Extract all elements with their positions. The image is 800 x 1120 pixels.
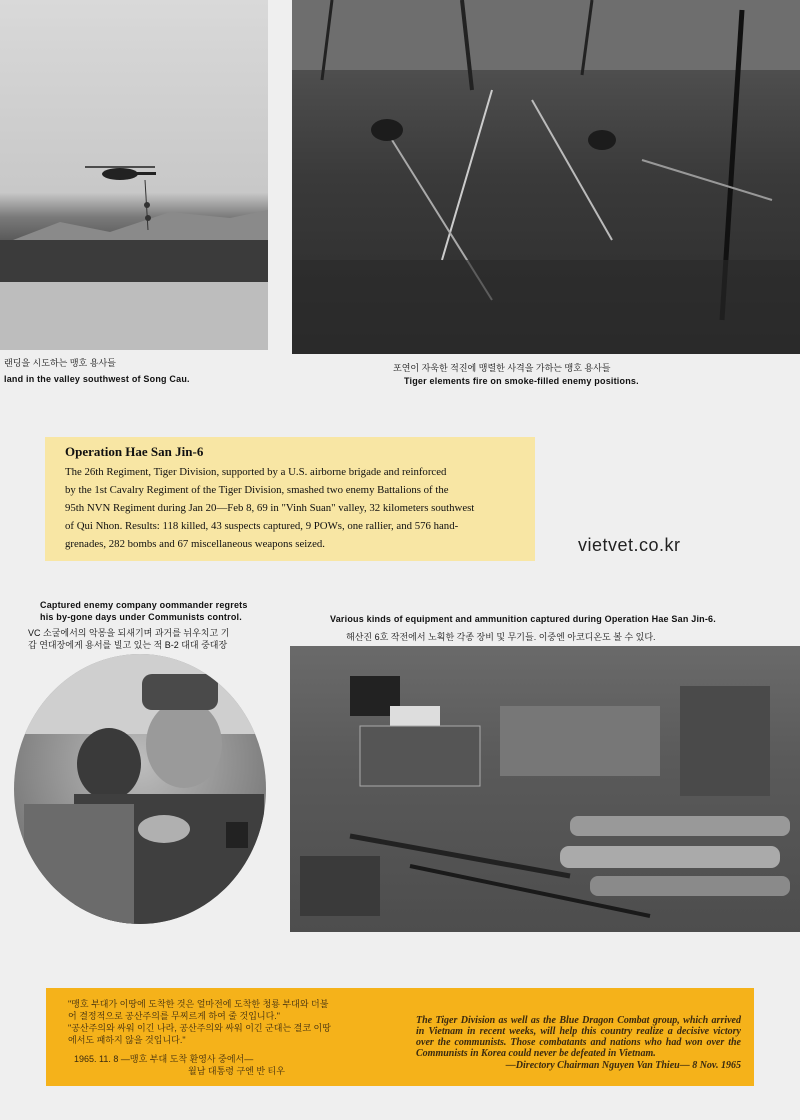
quote-korean bbox=[68, 998, 398, 1077]
caption-ko-firing: 포연이 자욱한 적진에 맹렬한 사격을 가하는 맹호 용사들 bbox=[393, 363, 611, 373]
photo-captured-commander bbox=[14, 654, 266, 924]
equipment-scene-illustration bbox=[290, 646, 800, 932]
caption-en-commander-2: his by-gone days under Communists control. bbox=[40, 612, 242, 622]
photo-captured-equipment bbox=[290, 646, 800, 932]
operation-line: grenades, 282 bombs and 67 miscellaneous weapons seized. bbox=[65, 538, 325, 550]
caption-en-equipment: Various kinds of equipment and ammunition captured during Operation Hae San Jin-6. bbox=[330, 614, 716, 624]
quote-ko-line: "공산주의와 싸워 이긴 나라, 공산주의와 싸워 이긴 군대는 결코 이땅 bbox=[68, 1023, 331, 1033]
caption-ko-equipment: 해산진 6호 작전에서 노획한 각종 장비 및 무기들. 이중엔 아코디온도 볼 수 있다. bbox=[346, 632, 656, 642]
photo-helicopter-landing bbox=[0, 0, 268, 350]
operation-summary-box bbox=[45, 437, 535, 561]
operation-description bbox=[65, 463, 521, 553]
quote-ko-date: 1965. 11. 8 —맹호 부대 도착 환영사 중에서— bbox=[74, 1054, 254, 1064]
bottom-quote-band bbox=[46, 988, 754, 1086]
helicopter-scene-illustration bbox=[0, 0, 268, 350]
operation-line: of Qui Nhon. Results: 118 killed, 43 suspects captured, 9 POWs, one rallier, and 576 hand- bbox=[65, 520, 459, 532]
caption-ko-commander-2: 갑 연대장에게 용서를 빌고 있는 적 B-2 대대 중대장 bbox=[28, 640, 228, 650]
operation-line: by the 1st Cavalry Regiment of the Tiger Division, smashed two enemy Battalions of the bbox=[65, 484, 449, 496]
battlefield-scene-illustration bbox=[292, 0, 800, 354]
caption-en-commander-1: Captured enemy company oommander regrets bbox=[40, 600, 248, 610]
commander-scene-illustration bbox=[14, 654, 266, 924]
quote-ko-line: 어 결정적으로 공산주의를 무찌르게 하여 줄 것입니다." bbox=[68, 1011, 280, 1021]
operation-title: Operation Hae San Jin-6 bbox=[65, 444, 204, 459]
operation-line: 95th NVN Regiment during Jan 20—Feb 8, 69 in "Vinh Suan" valley, 32 kilometers southwest bbox=[65, 502, 475, 514]
quote-ko-line: 에서도 패하지 않을 것입니다." bbox=[68, 1035, 186, 1045]
quote-english bbox=[416, 1015, 741, 1071]
quote-en-text: The Tiger Division as well as the Blue Dragon Combat group, which arrived in Vietnam in recent weeks, will help this country realize a decisive victory over the communists. Those combatants and nations who had won over the Communists in Korea could never be defeated in Vietnam. bbox=[416, 1015, 741, 1059]
site-watermark: vietvet.co.kr bbox=[578, 535, 681, 555]
caption-en-firing: Tiger elements fire on smoke-filled enemy positions. bbox=[404, 376, 639, 386]
quote-ko-author: 월남 대통령 구엔 반 티우 bbox=[188, 1066, 285, 1076]
caption-en-helicopter: land in the valley southwest of Song Cau. bbox=[4, 374, 190, 384]
quote-ko-line: "맹호 부대가 이땅에 도착한 것은 얼마전에 도착한 청룡 부대와 더불 bbox=[68, 999, 329, 1009]
photo-tiger-elements-firing bbox=[292, 0, 800, 354]
caption-ko-commander-1: VC 소굴에서의 악몽을 되새기며 과거를 뉘우치고 기 bbox=[28, 628, 230, 638]
caption-ko-helicopter: 랜딩을 시도하는 맹호 용사들 bbox=[4, 358, 116, 368]
quote-en-attribution: —Directory Chairman Nguyen Van Thieu— 8 Nov. 1965 bbox=[505, 1060, 741, 1071]
operation-line: The 26th Regiment, Tiger Division, supported by a U.S. airborne brigade and reinforced bbox=[65, 466, 447, 478]
